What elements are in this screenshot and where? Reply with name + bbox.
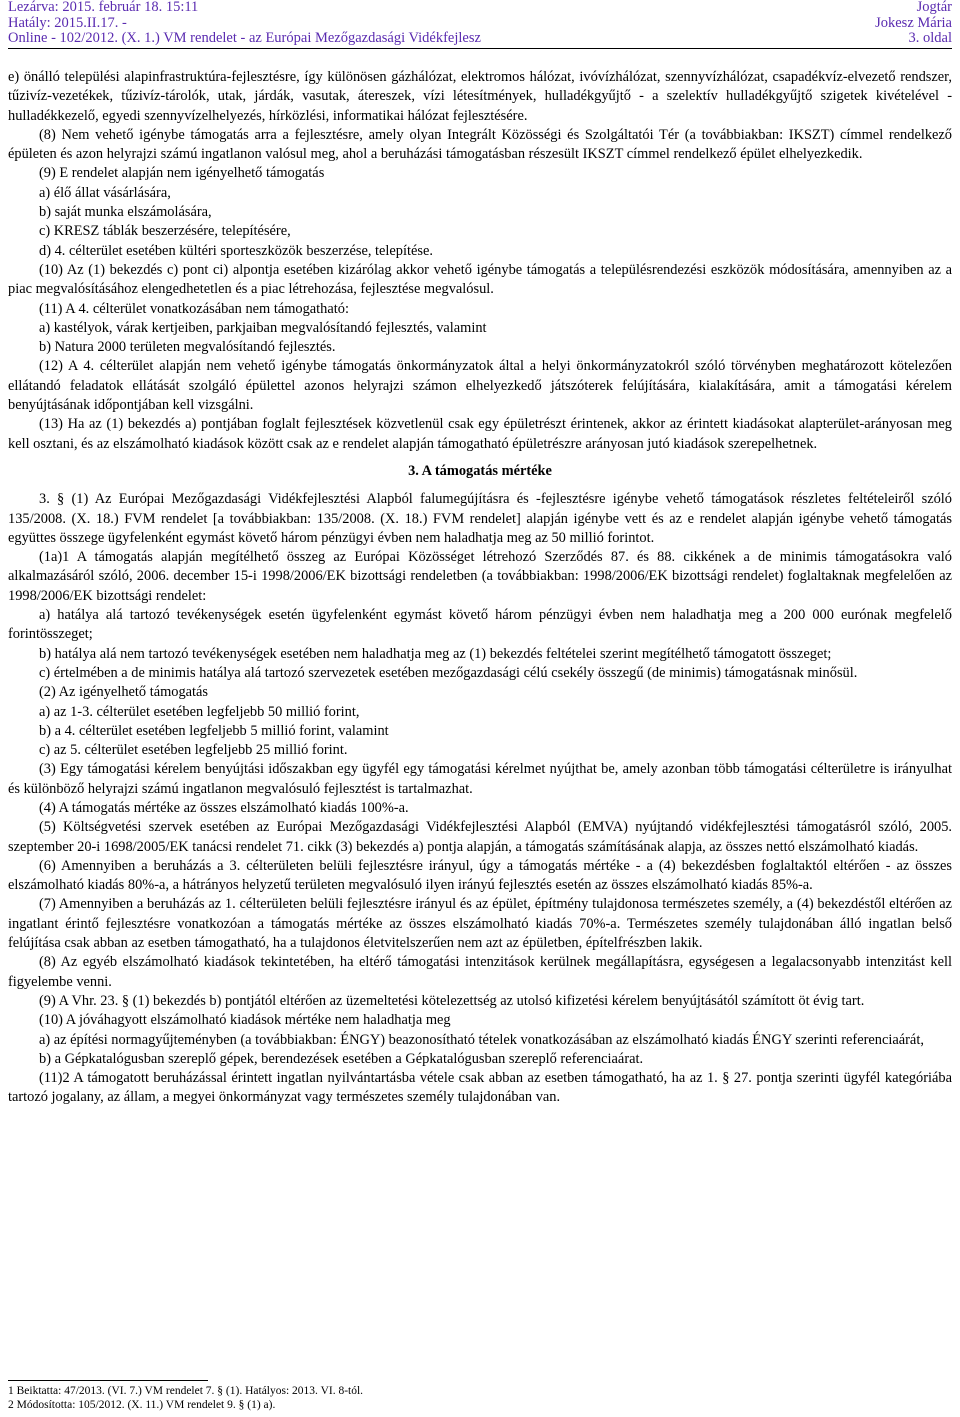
footnote: 1 Beiktatta: 47/2013. (VI. 7.) VM rendelet 7. § (1). Hatályos: 2013. VI. 8-tól. (8, 1385, 364, 1397)
paragraph: (11) A 4. célterület vonatkozásában nem támogatható: (39, 300, 349, 317)
footnote: 2 Módosította: 105/2012. (X. 11.) VM rendelet 9. § (1) a). (8, 1399, 276, 1411)
list-item: a) élő állat vásárlására, (39, 184, 171, 201)
paragraph: e) önálló települési alapinfrastruktúra-fejlesztésre, így különösen gázhálózat, elektromos hálózat, ivóvízhálózat, szennyvízhálózat, csapadékvíz-elvezető rendszer, tűzivíz-vezetékek, tűzivíz-tárolók, utak, járdák, vasutak, átereszek, vízi létesítmények, hulladékgyűjtő - a szelektív hulladékgyűjtő szigetek kivételével - hulladékkezelő, egyedi szennyvízelhelyezés, hírközlési, informatikai hálózat fejlesztésére. (8, 69, 952, 124)
header-author: Jokesz Mária (875, 14, 952, 31)
header-divider (8, 48, 952, 49)
page-header (0, 0, 960, 46)
header-source: Jogtár (916, 0, 952, 15)
paragraph: (2) Az igényelhető támogatás (39, 684, 209, 701)
list-item: b) Natura 2000 területen megvalósítandó fejlesztés. (39, 339, 336, 356)
list-item: b) saját munka elszámolására, (39, 204, 212, 221)
paragraph: (13) Ha az (1) bekezdés a) pontjában foglalt fejlesztések közvetlenül csak egy épületrészt érintenek, akkor az érintett kiadásokat alapterület-arányosan meg kell osztani, és az elszámolható kiadások között csak az e rendelet alapján támogatható épületrészre arányosan jutó kiadások szerepelhetnek. (8, 416, 952, 452)
paragraph: (10) A jóváhagyott elszámolható kiadások mértéke nem haladhatja meg (39, 1012, 451, 1029)
paragraph: (3) Egy támogatási kérelem benyújtási időszakban egy ügyfél egy támogatási kérelmet nyújthat be, amely azonban több támogatási célterületre is irányulhat és különböző helyrajzi számú ingatlanon megvalósuló fejlesztést is tartalmazhat. (8, 761, 952, 797)
paragraph: (1a)1 A támogatás alapján megítélhető összeg az Európai Közösséget létrehozó Szerződés 87. és 88. cikkének a de minimis támogatásokra való alkalmazásáról szóló, 2006. december 15-i 1998/2006/EK bizottsági rendeletben (a továbbiakban: 1998/2006/EK bizottsági rendelet) foglaltaknak megfelelően az 1998/2006/EK bizottsági rendelet: (8, 549, 952, 604)
list-item: c) az 5. célterület esetében legfeljebb 25 millió forint. (39, 742, 348, 759)
list-item: a) az építési normagyűjteményben (a továbbiakban: ÉNGY) beazonosítható tételek vonatkozásában az elszámolható kiadás ÉNGY szerinti referenciaárát, (39, 1031, 924, 1048)
list-item: b) a 4. célterület esetében legfeljebb 5 millió forint, valamint (39, 722, 389, 739)
paragraph: (8) Az egyéb elszámolható kiadások tekintetében, ha eltérő támogatási intenzitások kerülnek megállapításra, egységesen a legalacsonyabb intenzitást kell figyelembe venni. (8, 954, 952, 990)
list-item: c) KRESZ táblák beszerzésére, telepítésére, (39, 223, 291, 240)
list-item: a) az 1-3. célterület esetében legfeljebb 50 millió forint, (39, 703, 360, 720)
header-document-title: Online - 102/2012. (X. 1.) VM rendelet - az Európai Mezőgazdasági Vidékfejlesz (8, 30, 481, 46)
paragraph: (5) Költségvetési szervek esetében az Európai Mezőgazdasági Vidékfejlesztési Alapból (EMVA) nyújtandó vidékfejlesztési támogatásról szóló, 2005. szeptember 20-i 1698/2005/EK tanácsi rendelet 71. cikk (3) bekezdés a) pontja alapján, a támogatás számításának alapja, az összes nettó elszámolható kiadás. (8, 819, 952, 855)
document-body (8, 68, 952, 1108)
header-left (8, 0, 481, 47)
paragraph: (6) Amennyiben a beruházás a 3. célterületen belüli fejlesztésre irányul, úgy a támogatás mértéke - a (4) bekezdésben foglaltaktól eltérően - az összes elszámolható kiadás 80%-a, a hátrányos helyzetű területen megvalósuló ilyen irányú fejlesztés esetén az összes elszámolható kiadás 85%-a. (8, 857, 952, 894)
paragraph: (12) A 4. célterület alapján nem vehető igénybe támogatás önkormányzatok által a helyi önkormányzatokról szóló törvényben meghatározott kötelezően ellátandó feladatok ellátását szolgáló épülettel azonos helyrajzi számon elhelyezkedő játszóterek felújítására, kialakítására, amit a támogatási kérelem benyújtásának időpontjában kell vizsgálni. (8, 358, 952, 414)
list-item: a) hatálya alá tartozó tevékenységek esetén ügyfelenként egymást követő három pénzügyi évben nem haladhatja meg a 200 000 eurónak megfelelő forintösszeget; (8, 607, 952, 643)
list-item: a) kastélyok, várak kertjeiben, parkjaiban megvalósítandó fejlesztés, valamint (39, 319, 487, 336)
paragraph: (4) A támogatás mértéke az összes elszámolható kiadás 100%-a. (39, 799, 409, 816)
list-item: d) 4. célterület esetében kültéri sporteszközök beszerzése, telepítése. (39, 242, 433, 259)
list-item: b) a Gépkatalógusban szereplő gépek, berendezések esetében a Gépkatalógusban szereplő referenciaárat. (39, 1050, 644, 1067)
paragraph: (9) A Vhr. 23. § (1) bekezdés b) pontjától eltérően az üzemeltetési kötelezettség az utolsó kifizetési kérelem benyújtásától számított öt évig tart. (39, 992, 865, 1009)
paragraph: (11)2 A támogatott beruházással érintett ingatlan nyilvántartásba vétele csak abban az esetben támogatható, ha az 1. § 27. pontja szerinti ügyfél kategóriába tartozó jogalany, az állam, a megyei önkormányzat vagy természetes személy tulajdonában van. (8, 1070, 952, 1106)
paragraph: (10) Az (1) bekezdés c) pont ci) alpontja esetében kizárólag akkor vehető igénybe támogatás a településrendezési eszközök módosítására, amennyiben az a piac megvalósításához elengedhetetlen és a piac létrehozása, fejlesztése megvalósul. (8, 261, 952, 298)
header-closed-date: Lezárva: 2015. február 18. 15:11 (8, 0, 199, 15)
footnote-divider (8, 1380, 208, 1381)
header-effective-date: Hatály: 2015.II.17. - (8, 14, 127, 31)
section-title: 3. A támogatás mértéke (408, 462, 552, 479)
header-page-number: 3. oldal (908, 30, 952, 46)
paragraph: 3. § (1) Az Európai Mezőgazdasági Vidékfejlesztési Alapból falumegújításra és -fejlesztésre igénybe vehető támogatások részletes feltételeiről szóló 135/2008. (X. 18.) FVM rendelet [a továbbiakban: 135/2008. (X. 18.) FVM rendelet] alapján igénybe vett és az e rendelet alapján igénybe vehető támogatás együttes összege ügyfelenként egymást követő három pénzügyi évben nem haladhatja meg az 50 millió forintot. (8, 491, 952, 546)
paragraph: (8) Nem vehető igénybe támogatás arra a fejlesztésre, amely olyan Integrált Közösségi és Szolgáltatói Tér (a továbbiakban: IKSZT) címmel rendelkező épületen és azon helyrajzi számú ingatlanon valósul meg, ahol a beruházási támogatásban részesült IKSZT címmel rendelkező épület elhelyezkedik. (8, 126, 952, 163)
paragraph: (7) Amennyiben a beruházás az 1. célterületen belüli fejlesztésre irányul és az épület, építmény tulajdonosa természetes személy, a (4) bekezdéstől eltérően az ingatlant érintő fejlesztésre vonatkozóan a támogatás mértéke az összes elszámolható kiadás 70%-a. Természetes személy tulajdonában álló ingatlan belső felújítása csak abban az esetben támogatható, ha a tulajdonos életvitelszerűen nem azt az épületben, építelfrészben lakik. (8, 896, 952, 952)
header-right (875, 0, 952, 47)
footnotes (8, 1380, 952, 1412)
paragraph: (9) E rendelet alapján nem igényelhető támogatás (39, 165, 325, 182)
list-item: b) hatálya alá nem tartozó tevékenységek esetében nem haladhatja meg az (1) bekezdés feltételei szerint megítélhető támogatott összeget; (39, 645, 832, 662)
list-item: c) értelmében a de minimis hatálya alá tartozó szervezetek esetében mezőgazdasági célú csekély összegű (de minimis) támogatásnak minősül. (39, 664, 858, 681)
